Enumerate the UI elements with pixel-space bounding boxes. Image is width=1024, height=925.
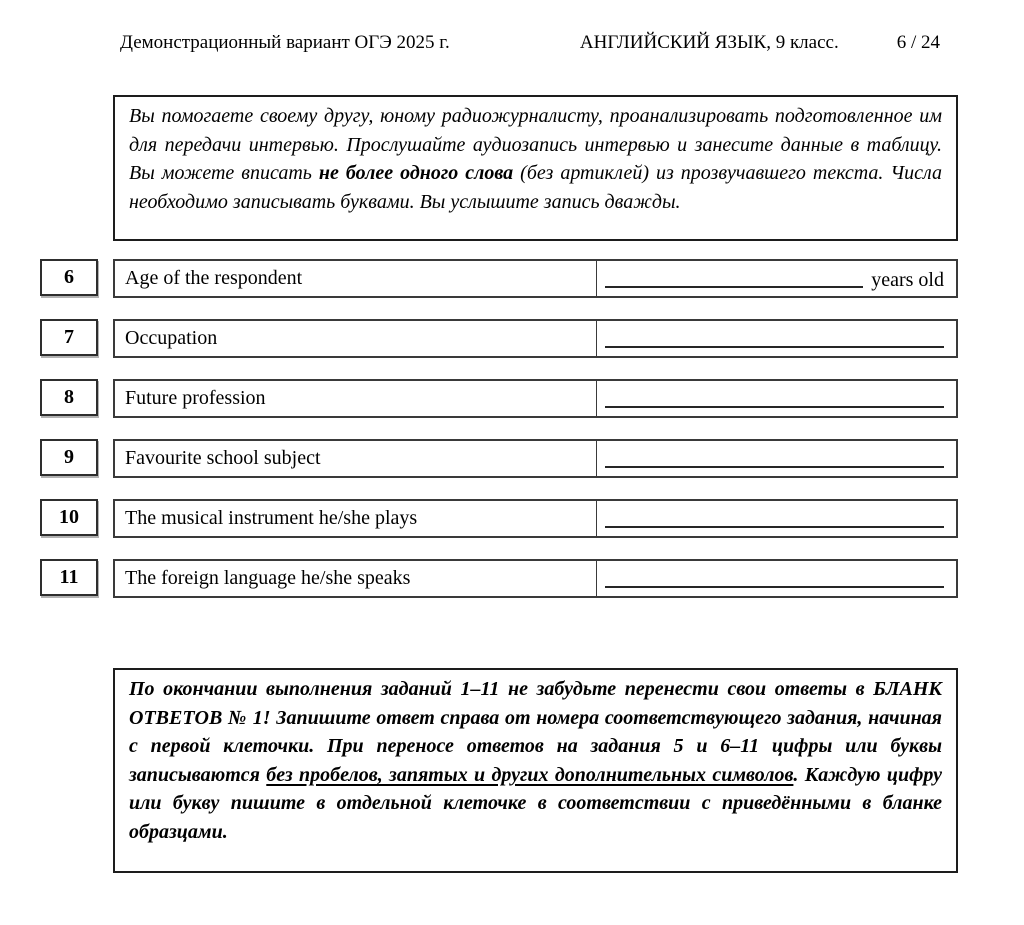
answer-blank[interactable]	[605, 526, 944, 528]
task-row-7	[40, 319, 958, 358]
task-row-11	[40, 559, 958, 598]
instruction-segment-2: (без артиклей) из прозвучавшего текста. Числа необходимо записывать буквами. Вы услышите запись дважды.	[129, 162, 942, 213]
note-segment-underlined: без пробелов, запятых и других дополнительных символов	[266, 763, 794, 786]
transfer-note-text	[129, 675, 942, 847]
task-table-row	[113, 499, 958, 538]
answer-cell	[597, 561, 956, 596]
task-number: 11	[59, 566, 79, 588]
note-segment-1: По окончании выполнения заданий 1–11 не забудьте перенести свои ответы в БЛАНК ОТВЕТОВ № 1! Запишите ответ справа от номера соответствующего задания, начиная с первой клеточки. При переносе ответов на задания 5 и 6–11 цифры или буквы записываются	[129, 678, 942, 786]
tasks-table	[40, 259, 958, 619]
answer-cell	[597, 321, 956, 356]
answer-cell	[597, 501, 956, 536]
instruction-segment-1: Вы помогаете своему другу, юному радиожурналисту, проанализировать подготовленное им для передачи интервью. Прослушайте аудиозапись интервью и занесите данные в таблицу. Вы можете вписать	[129, 105, 942, 185]
task-label: The foreign language he/she speaks	[115, 561, 597, 596]
task-instruction-box	[113, 95, 958, 241]
header-right-group	[580, 32, 940, 54]
task-label: Occupation	[115, 321, 597, 356]
task-number: 7	[64, 326, 74, 348]
task-label: Future profession	[115, 381, 597, 416]
task-number: 6	[64, 266, 74, 288]
instruction-segment-bold: не более одного слова	[318, 162, 514, 185]
answer-blank[interactable]	[605, 586, 944, 588]
task-row-10	[40, 499, 958, 538]
page-header	[120, 32, 940, 54]
task-number-box	[40, 379, 98, 416]
task-table-row	[113, 379, 958, 418]
task-number-box	[40, 319, 98, 356]
answer-cell	[597, 381, 956, 416]
transfer-note-box	[113, 668, 958, 873]
task-table-row	[113, 559, 958, 598]
task-number-box	[40, 259, 98, 296]
answer-cell	[597, 441, 956, 476]
answer-blank[interactable]	[605, 286, 863, 288]
answer-blank[interactable]	[605, 346, 944, 348]
answer-blank[interactable]	[605, 466, 944, 468]
task-row-8	[40, 379, 958, 418]
task-label: The musical instrument he/she plays	[115, 501, 597, 536]
task-row-9	[40, 439, 958, 478]
task-instruction-text	[129, 102, 942, 216]
task-number-box	[40, 559, 98, 596]
header-subject: АНГЛИЙСКИЙ ЯЗЫК, 9 класс.	[579, 32, 839, 53]
note-segment-2: . Каждую цифру или букву пишите в отдельной клеточке в соответствии с приведёнными в бланке образцами.	[129, 763, 943, 843]
task-number: 10	[59, 506, 79, 528]
task-label: Favourite school subject	[115, 441, 597, 476]
answer-suffix: years old	[871, 269, 944, 291]
task-number: 8	[64, 386, 74, 408]
task-row-6	[40, 259, 958, 298]
task-table-row	[113, 259, 958, 298]
task-number-box	[40, 439, 98, 476]
header-variant-title: Демонстрационный вариант ОГЭ 2025 г.	[120, 32, 450, 53]
answer-blank[interactable]	[605, 406, 944, 408]
answer-cell	[597, 261, 956, 296]
task-number-box	[40, 499, 98, 536]
task-number: 9	[64, 446, 74, 468]
header-page-number: 6 / 24	[896, 32, 940, 53]
task-label: Age of the respondent	[115, 261, 597, 296]
task-table-row	[113, 319, 958, 358]
task-table-row	[113, 439, 958, 478]
